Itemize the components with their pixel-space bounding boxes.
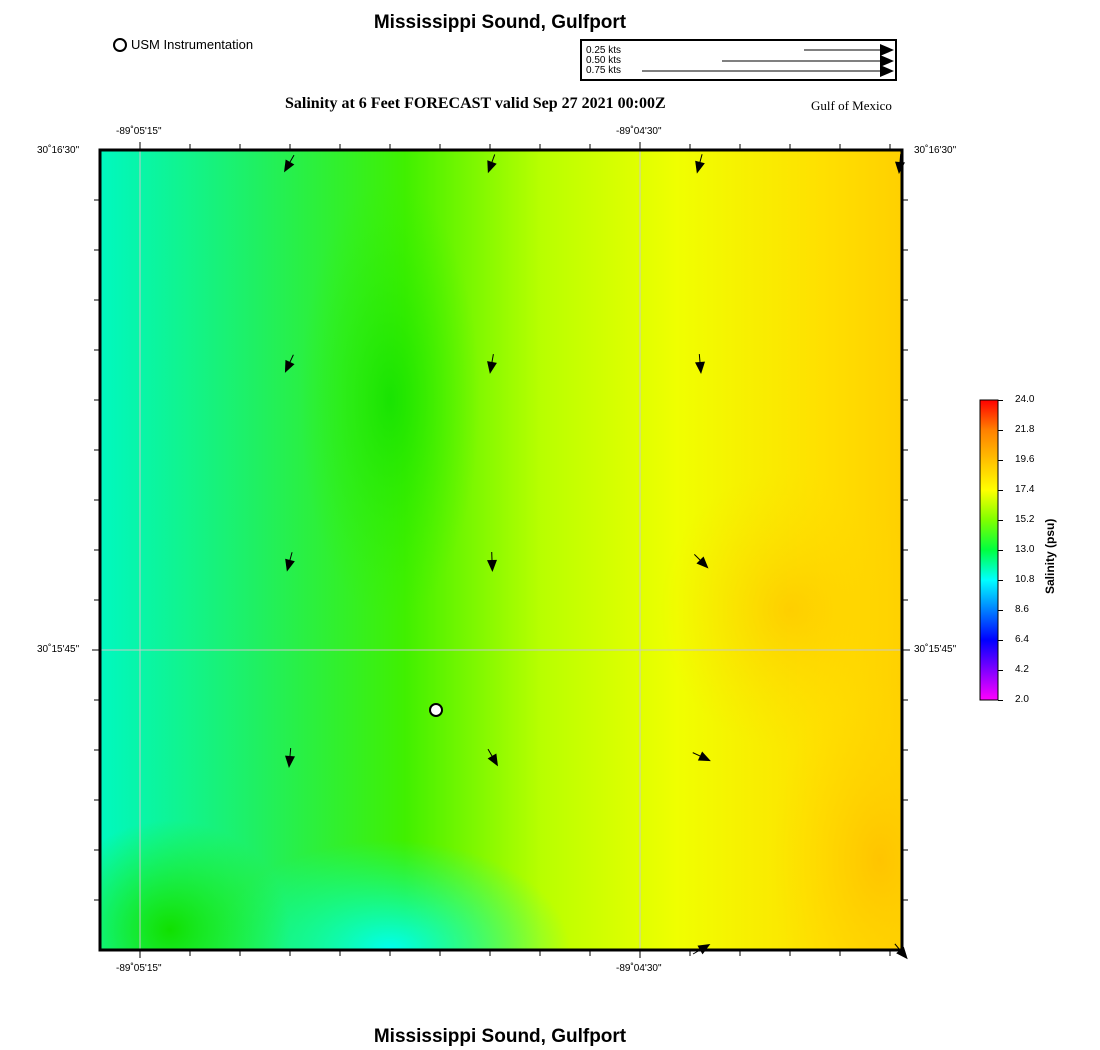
map-title: Mississippi Sound, Gulfport	[373, 12, 627, 33]
region-label: Gulf of Mexico	[811, 98, 892, 113]
lon-tick-bottom-2: -89˚04'30"	[616, 963, 662, 974]
station-marker-icon[interactable]	[430, 704, 442, 716]
colorbar-tick-mark	[998, 700, 1003, 701]
colorbar-tick-label: 21.8	[1015, 424, 1035, 435]
colorbar-tick-label: 15.2	[1015, 514, 1035, 525]
colorbar-tick-mark	[998, 610, 1003, 611]
station-legend	[113, 37, 253, 52]
forecast-subtitle: Salinity at 6 Feet FORECAST valid Sep 27 2021 00:00Z	[285, 95, 666, 112]
colorbar-tick-label: 17.4	[1015, 484, 1035, 495]
colorbar-tick-mark	[998, 460, 1003, 461]
footer-title: Mississippi Sound, Gulfport	[373, 1026, 627, 1047]
colorbar-tick-mark	[998, 670, 1003, 671]
lat-tick-left-1: 30˚16'30"	[37, 145, 80, 156]
scale-label-050: 0.50 kts	[586, 55, 622, 66]
scale-arrow-075	[642, 65, 894, 77]
colorbar-tick-label: 10.8	[1015, 574, 1035, 585]
colorbar-tick-label: 19.6	[1015, 454, 1035, 465]
colorbar-tick-label: 2.0	[1015, 694, 1029, 705]
scale-label-025: 0.25 kts	[586, 45, 622, 56]
colorbar-tick-mark	[998, 430, 1003, 431]
lat-tick-right-2: 30˚15'45"	[914, 644, 957, 655]
colorbar-tick-mark	[998, 580, 1003, 581]
colorbar-tick-mark	[998, 400, 1003, 401]
lat-tick-right-1: 30˚16'30"	[914, 145, 957, 156]
scale-label-075: 0.75 kts	[586, 65, 622, 76]
current-scale-legend	[580, 39, 897, 81]
salinity-map[interactable]	[90, 140, 915, 960]
lat-tick-left-2: 30˚15'45"	[37, 644, 80, 655]
scale-arrows	[582, 41, 895, 79]
lon-tick-top-1: -89˚05'15"	[116, 126, 162, 137]
scale-arrow-025	[804, 44, 894, 56]
scale-arrow-050	[722, 55, 894, 67]
colorbar-tick-label: 8.6	[1015, 604, 1029, 615]
colorbar-tick-label: 6.4	[1015, 634, 1029, 645]
station-legend-icon	[113, 38, 127, 52]
station-legend-label: USM Instrumentation	[131, 37, 254, 52]
colorbar-tick-mark	[998, 520, 1003, 521]
colorbar-tick-label: 13.0	[1015, 544, 1035, 555]
lon-tick-bottom-1: -89˚05'15"	[116, 963, 162, 974]
colorbar-tick-mark	[998, 550, 1003, 551]
lon-tick-top-2: -89˚04'30"	[616, 126, 662, 137]
colorbar-tick-mark	[998, 640, 1003, 641]
colorbar-tick-label: 4.2	[1015, 664, 1029, 675]
salinity-field	[90, 140, 915, 960]
colorbar-tick-label: 24.0	[1015, 394, 1035, 405]
colorbar	[975, 395, 1005, 707]
colorbar-title: Salinity (psu)	[1043, 518, 1057, 594]
colorbar-tick-mark	[998, 490, 1003, 491]
